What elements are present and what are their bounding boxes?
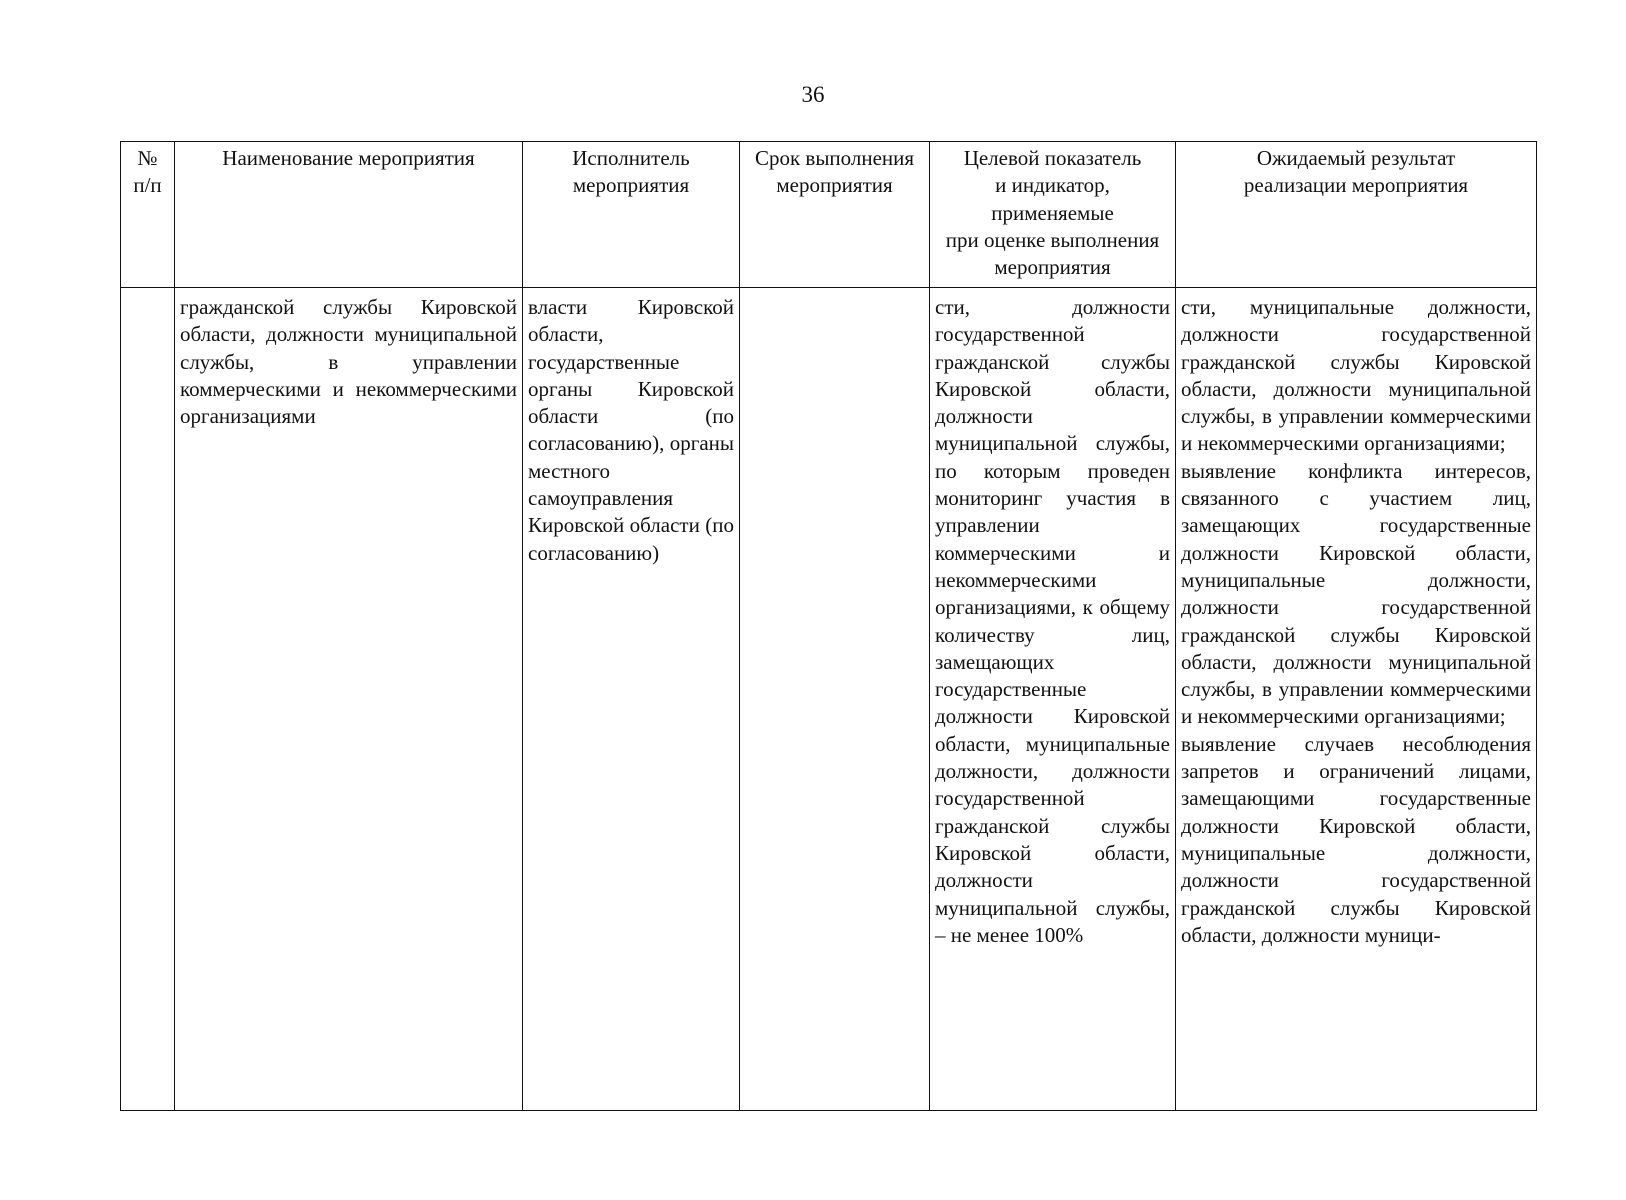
header-name: Наименование мероприятия: [175, 142, 523, 288]
result-paragraph: выявление случаев несоблюдения запретов и ограничений лицами, замещающими государственные должности Кировской области, муниципальные должности, должности государственной гражданской службы Кировской области, должности муници-: [1181, 731, 1531, 947]
table-row: [121, 288, 1537, 1111]
cell-result: [1176, 288, 1537, 1111]
header-executor: Исполнитель мероприятия: [523, 142, 740, 288]
cell-indicator: сти, должности государственной гражданской службы Кировской области, должности муниципальной службы, по которым проведен мониторинг участия в управлении коммерческими и некоммерческими организациями, к общему количеству лиц, замещающих государственные должности Кировской области, муниципальные должности, должности государственной гражданской службы Кировской области, должности муниципальной службы, – не менее 100%: [930, 288, 1176, 1111]
table-header-row: [121, 142, 1537, 288]
measures-table: [120, 141, 1537, 1111]
cell-number: [121, 288, 175, 1111]
cell-deadline: [740, 288, 930, 1111]
result-paragraph: сти, муниципальные должности, должности государственной гражданской службы Кировской области, должности муниципальной службы, в управлении коммерческими и некоммерческими организациями;: [1181, 295, 1531, 456]
header-number: № п/п: [121, 142, 175, 288]
header-deadline: Срок выполнения мероприятия: [740, 142, 930, 288]
result-paragraph: выявление конфликта интересов, связанного с участием лиц, замещающих государственные должности Кировской области, муниципальные должности, должности государственной гражданской службы Кировской области, должности муниципальной службы, в управлении коммерческими и некоммерческими организациями;: [1181, 458, 1531, 729]
header-indicator: Целевой показатель и индикатор, применяемые при оценке выполнения мероприятия: [930, 142, 1176, 288]
cell-name: гражданской службы Кировской области, должности муниципальной службы, в управлении коммерческими и некоммерческими организациями: [175, 288, 523, 1111]
page-number: 36: [801, 82, 825, 107]
header-result: Ожидаемый результат реализации мероприятия: [1176, 142, 1537, 288]
cell-executor: власти Кировской области, государственные органы Кировской области (по согласованию), органы местного самоуправления Кировской области (по согласованию): [523, 288, 740, 1111]
